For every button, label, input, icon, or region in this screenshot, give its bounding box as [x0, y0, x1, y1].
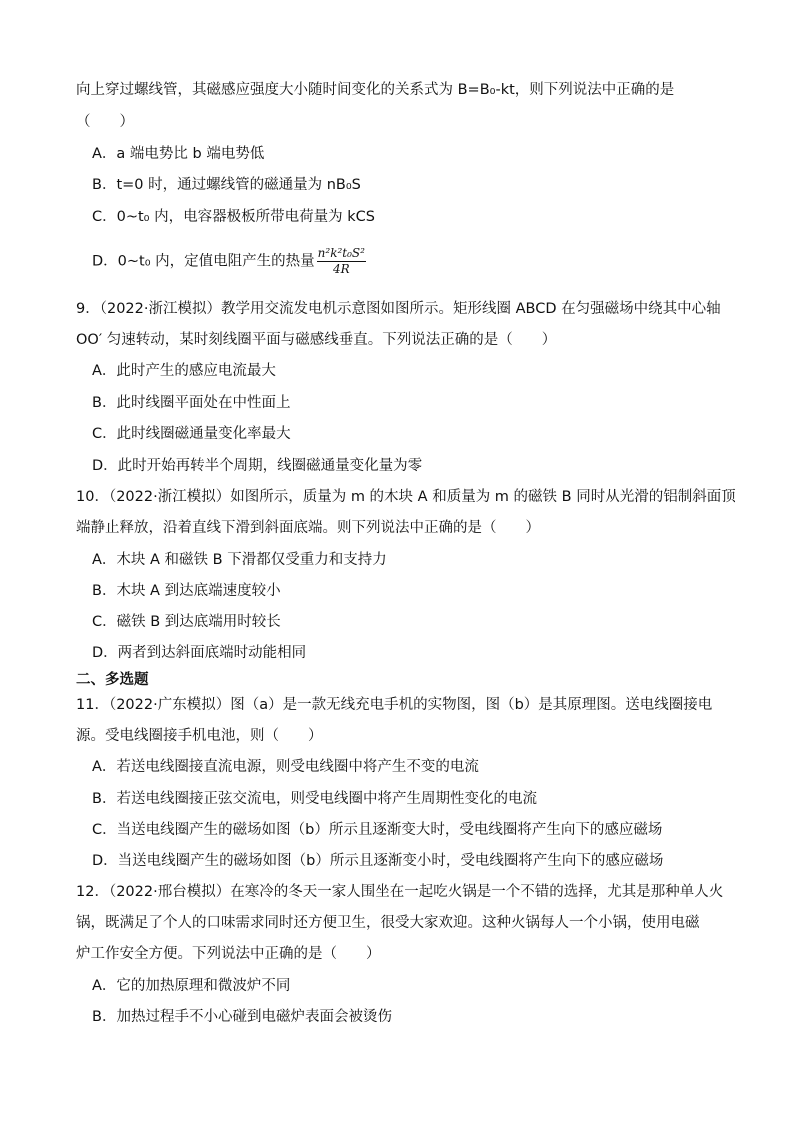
q9-option-c: C．此时线圈磁通量变化率最大 — [92, 426, 291, 442]
fraction-denominator: 4R — [332, 262, 350, 276]
q10-option-a: A．木块 A 和磁铁 B 下滑都仅受重力和支持力 — [92, 552, 387, 568]
q12-stem-line3: 炉工作安全方便。下列说法中正确的是（ ） — [76, 946, 381, 962]
q11-stem-line2: 源。受电线圈接手机电池，则（ ） — [76, 728, 323, 744]
section-heading-multiple-choice: 二、多选题 — [76, 672, 149, 688]
q10-option-b: B．木块 A 到达底端速度较小 — [92, 583, 281, 599]
q8-option-b: B．t=0 时，通过螺线管的磁通量为 nB₀S — [92, 177, 361, 193]
q12-stem-line1: 12．（2022·邢台模拟）在寒冷的冬天一家人围坐在一起吃火锅是一个不错的选择，尤其是那种单人火 — [76, 884, 724, 900]
q10-stem-line2: 端静止释放，沿着直线下滑到斜面底端。则下列说法中正确的是（ ） — [76, 520, 540, 536]
q9-option-a: A．此时产生的感应电流最大 — [92, 363, 276, 379]
q11-option-c: C．当送电线圈产生的磁场如图（b）所示且逐渐变大时，受电线圈将产生向下的感应磁场 — [92, 822, 663, 838]
fraction-numerator: n²k²t₀S² — [317, 246, 365, 260]
q8-option-a: A．a 端电势比 b 端电势低 — [92, 146, 265, 162]
q8-option-d-fraction — [317, 246, 366, 277]
q9-option-b: B．此时线圈平面处在中性面上 — [92, 395, 291, 411]
q8-stem-line2: （ ） — [76, 114, 134, 130]
q12-option-b: B．加热过程手不小心碰到电磁炉表面会被烫伤 — [92, 1009, 392, 1025]
q11-option-d: D．当送电线圈产生的磁场如图（b）所示且逐渐变小时，受电线圈将产生向下的感应磁场 — [92, 853, 664, 869]
q8-option-c: C．0~t₀ 内，电容器极板所带电荷量为 kCS — [92, 209, 375, 225]
q9-stem-line2: OO′ 匀速转动，某时刻线圈平面与磁感线垂直。下列说法正确的是（ ） — [76, 332, 557, 348]
q11-option-b: B．若送电线圈接正弦交流电，则受电线圈中将产生周期性变化的电流 — [92, 791, 537, 807]
q11-option-a: A．若送电线圈接直流电源，则受电线圈中将产生不变的电流 — [92, 759, 479, 775]
q8-option-d-text: D．0~t₀ 内，定值电阻产生的热量 — [92, 253, 315, 270]
q11-stem-line1: 11．（2022·广东模拟）图（a）是一款无线充电手机的实物图，图（b）是其原理图。送电线圈接电 — [76, 697, 713, 713]
q8-option-d — [92, 246, 366, 277]
q8-stem-line1: 向上穿过螺线管，其磁感应强度大小随时间变化的关系式为 B=B₀-kt，则下列说法中正确的是 — [76, 82, 675, 98]
q10-option-d: D．两者到达斜面底端时动能相同 — [92, 645, 307, 661]
q12-option-a: A．它的加热原理和微波炉不同 — [92, 978, 291, 994]
q9-stem-line1: 9．（2022·浙江模拟）教学用交流发电机示意图如图所示。矩形线圈 ABCD 在匀强磁场中绕其中心轴 — [76, 301, 721, 317]
q9-option-d: D．此时开始再转半个周期，线圈磁通量变化量为零 — [92, 458, 423, 474]
q12-stem-line2: 锅，既满足了个人的口味需求同时还方便卫生，很受大家欢迎。这种火锅每人一个小锅，使用电磁 — [76, 915, 700, 931]
q10-stem-line1: 10．（2022·浙江模拟）如图所示，质量为 m 的木块 A 和质量为 m 的磁铁 B 同时从光滑的铝制斜面顶 — [76, 489, 736, 505]
q10-option-c: C．磁铁 B 到达底端用时较长 — [92, 614, 281, 630]
